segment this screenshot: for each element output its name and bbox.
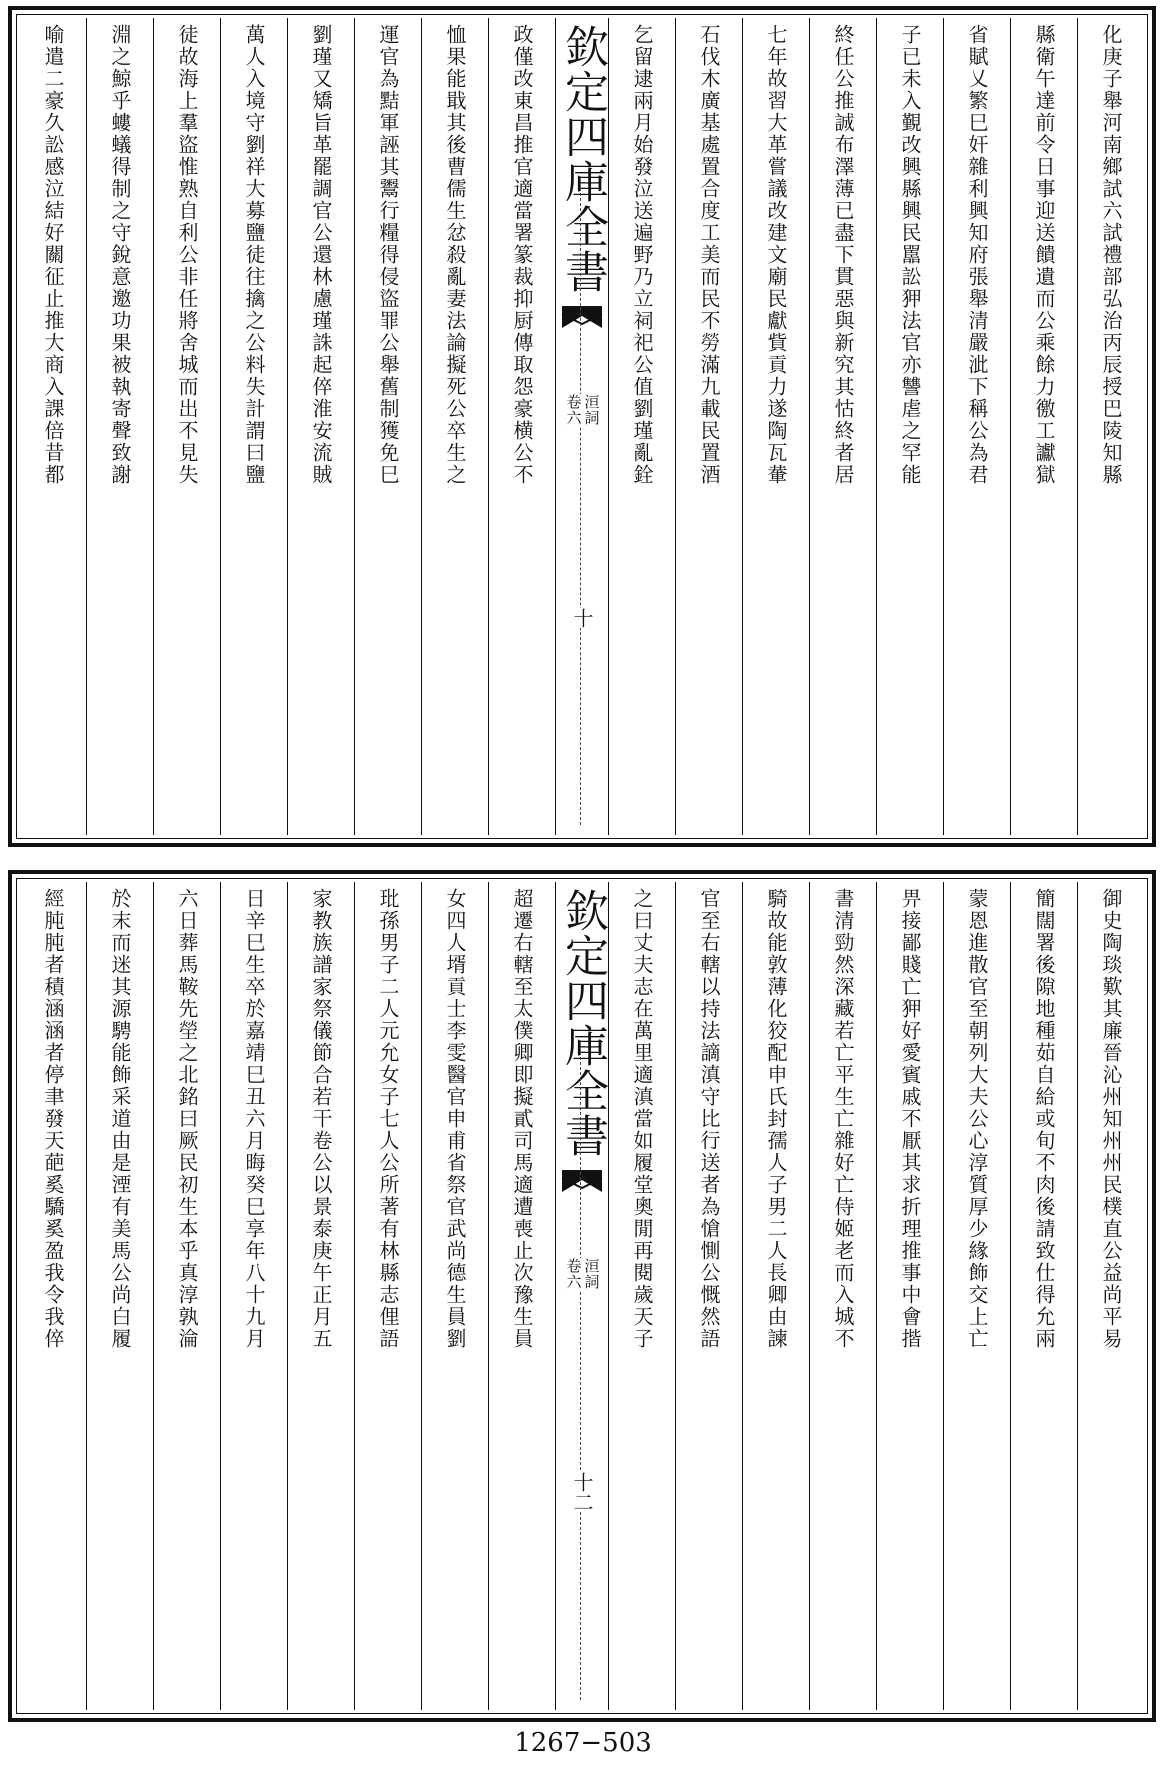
fold-rule xyxy=(580,188,582,825)
text-column: 超遷右轄至太僕卿即擬貳司馬適遭喪止次豫生員 xyxy=(488,882,555,1710)
collection-name: 洹詞 xyxy=(582,1258,601,1290)
text-column: 恤果能戢其後曹儒生忿殺亂妻法論擬死公卒生之 xyxy=(421,18,488,835)
text-column: 家教族譜家祭儀節合若干卷公以景泰庚午正月五 xyxy=(287,882,354,1710)
page-panel-top xyxy=(8,6,1156,847)
text-column: 徒故海上羣盜惟熟自利公非任將舍城而出不見失 xyxy=(153,18,220,835)
text-column: 之曰丈夫志在萬里適滇當如履堂奧閒再閱歲天子 xyxy=(608,882,675,1710)
text-column: 子已未入覲改興縣興民嚚訟狎法官亦讐虐之罕能 xyxy=(876,18,943,835)
text-column: 御史陶琰歎其廉晉沁州知州州民樸直公益尚平易 xyxy=(1077,882,1144,1710)
volume-label xyxy=(566,394,599,426)
page-panel-bottom xyxy=(8,870,1156,1722)
text-column: 畀接鄙賤亡狎好愛賓戚不厭其求折理推事中會揩 xyxy=(876,882,943,1710)
text-column: 淵之鯨乎螻蟻得制之守銳意邀功果被執寄聲致謝 xyxy=(86,18,153,835)
library-title: 欽定四庫全書 xyxy=(557,888,608,1158)
text-column: 乞留逮兩月始發泣送遍野乃立祠祀公值劉瑾亂銓 xyxy=(608,18,675,835)
text-column: 經肫肫者積涵涵者停聿發天葩奚驕奚盈我令我倅 xyxy=(41,888,65,1350)
center-fold-column xyxy=(555,882,608,1710)
text-column: 簡闊署後隙地種茹自給或旬不肉後請致仕得允兩 xyxy=(1010,882,1077,1710)
text-columns xyxy=(20,882,1144,1710)
text-column: 六日葬馬鞍先塋之北銘曰厥民初生本乎真淳孰淪 xyxy=(153,882,220,1710)
page-number: 十二 xyxy=(570,1472,594,1512)
text-column: 縣衛午達前令日事迎送饋遺而公乘餘力徼工讞獄 xyxy=(1010,18,1077,835)
library-title: 欽定四庫全書 xyxy=(557,24,608,294)
center-fold-column xyxy=(555,18,608,835)
text-column: 石伐木廣基處置合度工美而民不勞滿九載民置酒 xyxy=(675,18,742,835)
volume-number: 卷六 xyxy=(564,394,583,426)
text-column: 喻遣二豪久訟感泣結好關征止推大商入課倍昔都 xyxy=(41,24,65,486)
text-column: 玭孫男子二人元允女子七人公所著有林縣志俚語 xyxy=(354,882,421,1710)
text-column: 政僅改東昌推官適當署篆裁抑厨傳取怨豪横公不 xyxy=(488,18,555,835)
text-column: 騎故能敦薄化狡配申氏封孺人子男二人長卿由諫 xyxy=(742,882,809,1710)
text-column: 於末而迷其源騁能飾采道由是湮有美馬公尚白履 xyxy=(86,882,153,1710)
volume-label xyxy=(566,1258,599,1290)
text-column: 劉瑾又矯旨革罷調官公還林慮瑾誅起倅淮安流賊 xyxy=(287,18,354,835)
page-number: 十 xyxy=(570,608,594,628)
collection-name: 洹詞 xyxy=(582,394,601,426)
page-footer-number: 1267−503 xyxy=(514,1728,652,1758)
text-column: 萬人入境守劉祥大募鹽徒往擒之公料失計謂曰鹽 xyxy=(220,18,287,835)
text-column: 蒙恩進散官至朝列大夫公心淳質厚少緣飾交上亡 xyxy=(943,882,1010,1710)
text-column: 官至右轄以持法謫滇守比行送者為愴惻公慨然語 xyxy=(675,882,742,1710)
text-column: 七年故習大革嘗議改建文廟民獻貲貢力遂陶瓦輂 xyxy=(742,18,809,835)
text-column: 終任公推誠布澤薄已盡下貫惡與新究其怙終者居 xyxy=(809,18,876,835)
fold-rule xyxy=(580,1052,582,1700)
text-column: 省賦乂繁巳奸雜利興知府張舉清嚴泚下稱公為君 xyxy=(943,18,1010,835)
fish-tail-mark-icon xyxy=(560,306,604,334)
text-column: 化庚子舉河南鄉試六試禮部弘治丙辰授巴陵知縣 xyxy=(1077,18,1144,835)
text-column: 女四人壻貢士李雯醫官申甫省祭官武尚德生員劉 xyxy=(421,882,488,1710)
fish-tail-mark-icon xyxy=(560,1170,604,1198)
text-column: 書清勁然深藏若亡平生亡雜好亡侍姬老而入城不 xyxy=(809,882,876,1710)
text-column: 日辛巳生卒於嘉靖巳丑六月晦癸巳享年八十九月 xyxy=(220,882,287,1710)
volume-number: 卷六 xyxy=(564,1258,583,1290)
text-columns xyxy=(20,18,1144,835)
text-column: 運官為黠軍誣其鬻行糧得侵盜罪公舉舊制獲免巳 xyxy=(354,18,421,835)
